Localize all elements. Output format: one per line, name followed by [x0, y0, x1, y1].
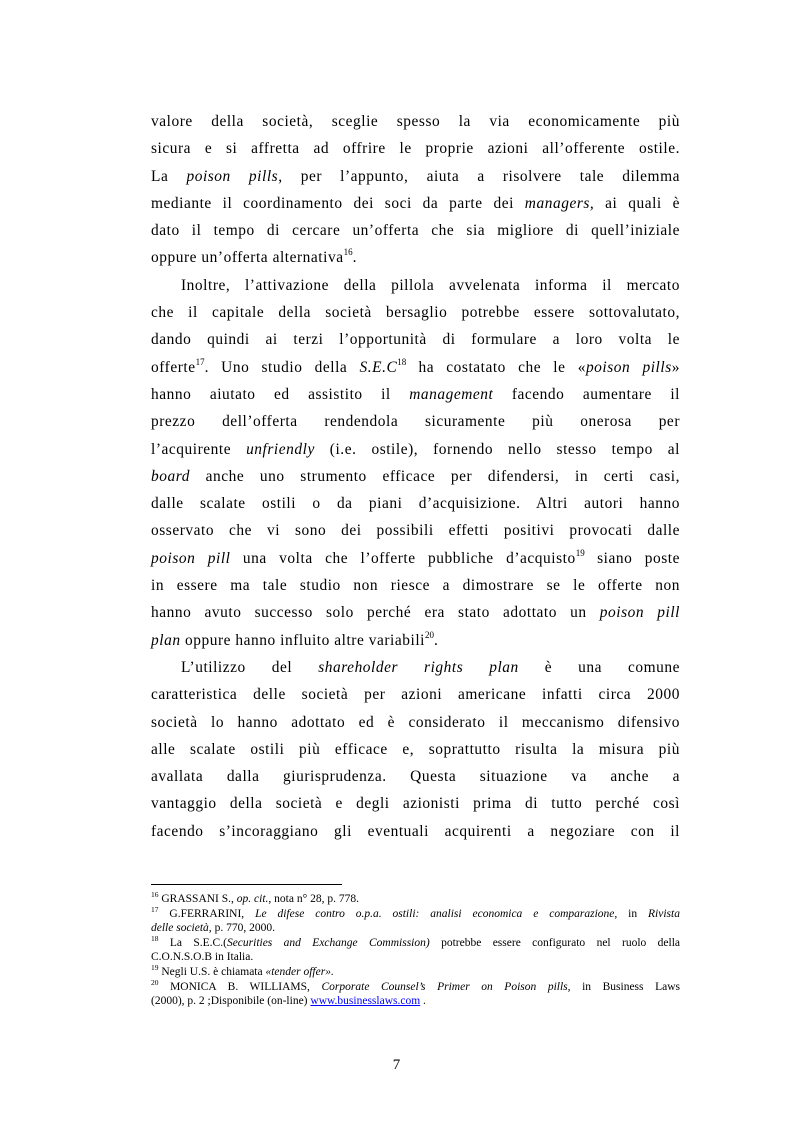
text-run: in Business Laws	[570, 980, 680, 993]
text-line	[151, 599, 680, 626]
text-run: hanno aiutato ed assistito il	[151, 385, 410, 403]
footnote-number: 18	[151, 933, 159, 943]
text-run: , nota n° 28, p. 778.	[268, 893, 359, 905]
text-run: hanno avuto successo solo perché era stato adottato un	[151, 604, 600, 622]
footnote-17-cont	[151, 921, 680, 936]
text-line: vantaggio della società e degli azionisti prima di tutto perché così	[151, 795, 680, 813]
text-line	[151, 354, 680, 381]
footnote-19	[151, 962, 680, 980]
footnote-ref-16: 16	[343, 247, 353, 258]
text-run: l’acquirente	[151, 440, 247, 458]
footnote-18-cont: C.O.N.S.O.B in Italia.	[151, 951, 254, 964]
text-line: alle scalate ostili più efficace e, soprattutto risulta la misura più	[151, 740, 680, 758]
text-line: prezzo dell’offerta rendendola sicuramente più onerosa per	[151, 413, 680, 431]
text-run: , per l’appunto, aiuta a risolvere tale dilemma	[278, 167, 680, 185]
text-run: oppure un’offerta alternativa	[151, 249, 344, 267]
body-text	[151, 108, 680, 845]
italic-term: poison pills	[186, 167, 279, 185]
page-number: 7	[392, 1057, 401, 1073]
text-line: facendo s’incoraggiano gli eventuali acquirenti a negoziare con il	[151, 822, 680, 840]
text-run: .	[434, 631, 439, 649]
text-run: ai quali è	[594, 194, 680, 212]
text-line: dalle scalate ostili o da piani d’acquisizione. Altri autori hanno	[151, 495, 680, 513]
text-line: in essere ma tale studio non riesce a dimostrare se le offerte non	[151, 577, 680, 595]
text-line: dato il tempo di cercare un’offerta che sia migliore di quell’iniziale	[151, 222, 680, 240]
text-line: caratteristica delle società per azioni americane infatti circa 2000	[151, 686, 680, 704]
businesslaws-link[interactable]: www.businesslaws.com	[310, 995, 421, 1008]
text-line	[151, 244, 680, 271]
italic-term: Rivista	[648, 907, 680, 920]
footnote-ref-20: 20	[425, 629, 434, 640]
text-run: p. 770, 2000.	[211, 922, 275, 935]
text-run: G.FERRARINI,	[158, 907, 256, 920]
footnote-number: 16	[151, 890, 159, 899]
text-line	[151, 654, 680, 681]
text-run: facendo aumentare il	[493, 385, 680, 403]
text-line	[151, 381, 680, 408]
text-run: in	[617, 907, 649, 920]
text-run: anche uno strumento efficace per difendersi, in certi casi,	[189, 467, 680, 485]
text-run: La S.E.C.(	[158, 936, 227, 949]
text-line: che il capitale della società bersaglio potrebbe essere sottovalutato,	[151, 304, 680, 322]
italic-term: plan	[151, 631, 181, 649]
footnote-16	[151, 892, 680, 907]
text-line	[151, 545, 680, 572]
text-run: . Uno studio della	[204, 358, 360, 376]
footnote-ref-18: 18	[397, 356, 407, 367]
text-run: (2000), p. 2 ;Disponibile (on-line)	[151, 995, 311, 1008]
footnotes	[151, 892, 680, 1009]
text-line	[151, 190, 680, 217]
text-run: una volta che l’offerte pubbliche d’acquisto	[230, 549, 576, 567]
text-line: avallata dalla giurisprudenza. Questa situazione va anche a	[151, 768, 680, 786]
footnote-17	[151, 904, 680, 922]
italic-term: Securities and Exchange Commission)	[226, 936, 430, 949]
footnote-20	[151, 977, 680, 995]
italic-term: unfriendly	[246, 440, 315, 458]
text-line: sicura e si affretta ad offrire le proprie azioni all’offerente ostile.	[151, 140, 680, 158]
text-line	[151, 627, 680, 654]
text-run: mediante il coordinamento dei soci da parte dei	[151, 194, 525, 212]
text-run: .	[420, 995, 426, 1008]
italic-term: Corporate Counsel’s Primer on Poison pills,	[321, 980, 571, 993]
text-line: valore della società, sceglie spesso la via economicamente più	[151, 113, 680, 130]
footnote-number: 17	[151, 904, 159, 914]
text-line: osservato che vi sono dei possibili effetti positivi provocati dalle	[151, 522, 680, 540]
text-line: società lo hanno adottato ed è considerato il meccanismo difensivo	[151, 713, 680, 731]
footnote-number: 20	[151, 977, 159, 987]
italic-term: management	[409, 385, 494, 403]
text-run: ha costatato che le «	[406, 358, 586, 376]
text-line	[151, 436, 680, 463]
text-run: La	[151, 167, 187, 185]
text-run: offerte	[151, 358, 196, 376]
italic-term: poison pill	[151, 549, 231, 567]
text-run: MONICA B. WILLIAMS,	[158, 980, 322, 993]
italic-term: managers,	[524, 194, 595, 212]
footnote-divider	[151, 884, 342, 885]
italic-term: board	[151, 467, 190, 485]
italic-term: shareholder rights plan	[318, 658, 519, 676]
footnote-number: 19	[151, 962, 159, 972]
text-run: Negli U.S. è chiamata	[158, 965, 266, 978]
text-line	[151, 163, 680, 190]
text-run: .	[352, 249, 357, 267]
text-run: (i.e. ostile), fornendo nello stesso tempo al	[314, 440, 680, 458]
italic-term: poison pills	[585, 358, 672, 376]
text-run: L’utilizzo del	[181, 658, 319, 676]
italic-term: S.E.C	[359, 358, 398, 376]
footnote-18	[151, 933, 680, 951]
text-line	[151, 463, 680, 490]
text-run: potrebbe essere configurato nel ruolo della	[429, 936, 680, 949]
text-run: »	[671, 358, 680, 376]
italic-term: delle società,	[151, 922, 212, 935]
text-line: dando quindi ai terzi l’opportunità di formulare a loro volta le	[151, 331, 680, 349]
text-run: oppure hanno influito altre variabili	[180, 631, 425, 649]
footnote-20-cont	[151, 994, 680, 1009]
text-run: siano poste	[584, 549, 681, 567]
text-line: Inoltre, l’attivazione della pillola avvelenata informa il mercato	[181, 276, 680, 294]
text-run: GRASSANI S.,	[158, 893, 237, 905]
italic-term: «tender offer».	[265, 965, 334, 978]
italic-term: Le difese contro o.p.a. ostili: analisi economica e comparazione,	[255, 907, 618, 920]
italic-term: op. cit.	[236, 893, 269, 905]
text-run: è una comune	[518, 658, 680, 676]
italic-term: poison pill	[599, 604, 680, 622]
footnote-ref-19: 19	[575, 547, 585, 558]
footnote-ref-17: 17	[195, 356, 205, 367]
